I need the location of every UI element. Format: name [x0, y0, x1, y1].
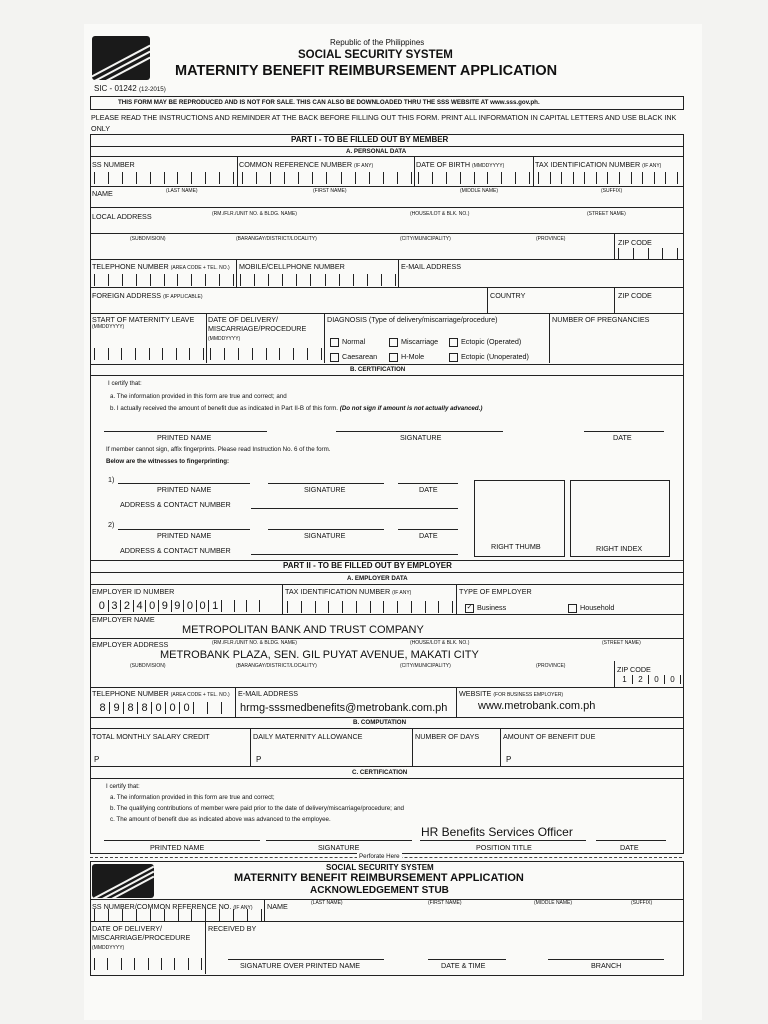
option-caesarean[interactable]: Caesarean — [330, 352, 377, 362]
dob-boxes[interactable] — [418, 172, 530, 184]
stub-delivery-boxes[interactable] — [94, 958, 202, 970]
start-leave-boxes[interactable] — [94, 348, 204, 360]
dob-label: DATE OF BIRTH (MMDDYYYY) — [416, 160, 505, 169]
ss-number-label: SS NUMBER — [92, 160, 135, 169]
telephone-boxes[interactable] — [94, 274, 234, 286]
option-miscarriage[interactable]: Miscarriage — [389, 337, 438, 347]
option-hmole[interactable]: H-Mole — [389, 352, 424, 362]
option-ectopic-operated[interactable]: Ectopic (Operated) — [449, 337, 521, 347]
employer-email-value: hrmg-sssmedbenefits@metrobank.com.ph — [240, 702, 448, 714]
pregnancies-label: NUMBER OF PREGNANCIES — [552, 315, 650, 324]
name-label: NAME — [92, 189, 113, 198]
zip-label: ZIP CODE — [618, 238, 652, 247]
part1-title: PART I - TO BE FILLED OUT BY MEMBER — [291, 135, 449, 144]
foreign-zip-label: ZIP CODE — [618, 291, 652, 300]
tin-boxes[interactable] — [538, 172, 678, 184]
employer-phone-digits: 8 9 8 8 0 0 0 — [96, 702, 236, 714]
mobile-boxes[interactable] — [240, 274, 396, 286]
employer-id-digits: 0 3 2 4 0 9 9 0 0 1 — [96, 600, 260, 612]
mobile-label: MOBILE/CELLPHONE NUMBER — [239, 262, 345, 271]
type-employer-label: TYPE OF EMPLOYER — [459, 587, 532, 596]
type-household-option[interactable]: Household — [568, 603, 614, 613]
form-title: MATERNITY BENEFIT REIMBURSEMENT APPLICATION — [175, 63, 558, 79]
delivery-date-label: DATE OF DELIVERY/ MISCARRIAGE/PROCEDURE (MMDDYYYY) — [208, 315, 307, 342]
crn-boxes[interactable] — [242, 172, 412, 184]
email-label: E-MAIL ADDRESS — [401, 262, 462, 271]
ss-number-boxes[interactable] — [94, 172, 234, 184]
personal-data-heading: A. PERSONAL DATA — [346, 148, 407, 155]
option-normal[interactable]: Normal — [330, 337, 365, 347]
agency-name: SOCIAL SECURITY SYSTEM — [298, 49, 453, 61]
member-signature: SIGNATURE — [400, 433, 442, 442]
republic-text: Republic of the Philippines — [330, 38, 425, 47]
crn-label: COMMON REFERENCE NUMBER (IF ANY) — [239, 160, 374, 169]
employer-id-label: EMPLOYER ID NUMBER — [92, 587, 175, 596]
employer-website-value: www.metrobank.com.ph — [478, 700, 596, 712]
employer-name-value: METROPOLITAN BANK AND TRUST COMPANY — [182, 624, 424, 636]
employer-tin-label: TAX IDENTIFICATION NUMBER (IF ANY) — [285, 587, 412, 596]
employer-zip-digits: 1 2 0 0 — [617, 675, 681, 684]
instruction-text: PLEASE READ THE INSTRUCTIONS AND REMINDER AT THE BACK BEFORE FILLING OUT THIS FORM. PRINT ALL INFORMATION IN CAPITAL LETTERS AND USE BLACK INK ONLY — [91, 113, 677, 133]
start-leave-label: START OF MATERNITY LEAVE — [92, 315, 195, 324]
form-number: SIC - 01242 (12-2015) — [94, 84, 166, 93]
notice-text: THIS FORM MAY BE REPRODUCED AND IS NOT FOR SALE. THIS CAN ALSO BE DOWNLOADED THRU THE SSS WEBSITE AT www.sss.gov.ph. — [118, 99, 540, 106]
telephone-label: TELEPHONE NUMBER (AREA CODE + TEL. NO.) — [92, 262, 230, 271]
option-ectopic-unoperated[interactable]: Ectopic (Unoperated) — [449, 352, 529, 362]
sss-logo — [92, 36, 150, 80]
foreign-address-label: FOREIGN ADDRESS (IF APPLICABLE) — [92, 291, 203, 300]
member-date: DATE — [613, 433, 632, 442]
certification-heading: B. CERTIFICATION — [350, 366, 406, 373]
employer-tin-boxes[interactable] — [287, 601, 453, 613]
tin-label: TAX IDENTIFICATION NUMBER (IF ANY) — [535, 160, 662, 169]
type-business-option[interactable]: ✓ Business — [466, 603, 507, 612]
stub-title: MATERNITY BENEFIT REIMBURSEMENT APPLICATION — [234, 872, 524, 884]
diagnosis-label: DIAGNOSIS (Type of delivery/miscarriage/procedure) — [327, 315, 498, 324]
delivery-date-boxes[interactable] — [210, 348, 322, 360]
stub-subtitle: ACKNOWLEDGEMENT STUB — [310, 885, 449, 896]
stub-ss-boxes[interactable] — [94, 909, 262, 921]
stub-sss-logo — [92, 864, 154, 898]
employer-address-value: METROBANK PLAZA, SEN. GIL PUYAT AVENUE, MAKATI CITY — [160, 649, 479, 661]
position-title-value: HR Benefits Services Officer — [421, 825, 573, 839]
local-address-label: LOCAL ADDRESS — [92, 212, 152, 221]
country-label: COUNTRY — [490, 291, 526, 300]
part2-title: PART II - TO BE FILLED OUT BY EMPLOYER — [283, 561, 452, 570]
member-printed-name: PRINTED NAME — [157, 433, 212, 442]
